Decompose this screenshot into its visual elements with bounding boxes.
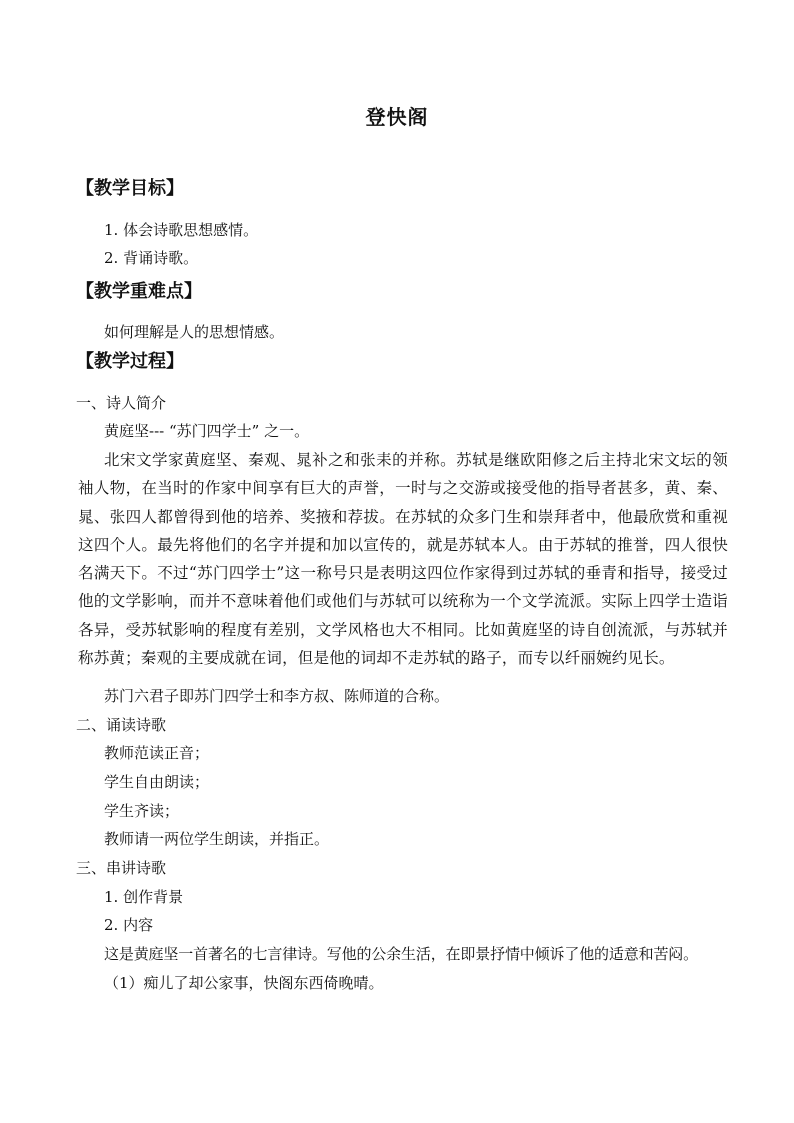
part2-item-2: 学生自由朗读； xyxy=(104,773,210,791)
part2-item-3: 学生齐读； xyxy=(104,802,180,820)
part3-item-2: 2. 内容 xyxy=(104,916,154,934)
part2-item-1: 教师范读正音； xyxy=(104,744,210,762)
document-title: 登快阁 xyxy=(365,105,429,129)
part1-paragraph: 北宋文学家黄庭坚、秦观、晁补之和张耒的并称。苏轼是继欧阳修之后主持北宋文坛的领袖人物，在当时的作家中间享有巨大的声誉，一时与之交游或接受他的指导者甚多，黄、秦、晁、张四人都曾得到他的培养、奖掖和荐拔。在苏轼的众多门生和崇拜者中，他最欣赏和重视这四个人。最先将他们的名字并提和加以宣传的，就是苏轼本人。由于苏轼的推誉，四人很快名满天下。不过“苏门四学士”这一称号只是表明这四位作家得到过苏轼的垂青和指导，接受过他的文学影响，而并不意味着他们或他们与苏轼可以统称为一个文学流派。实际上四学士造诣各异，受苏轼影响的程度有差别，文学风格也大不相同。比如黄庭坚的诗自创流派，与苏轼并称苏黄；秦观的主要成就在词，但是他的词却不走苏轼的路子，而专以纤丽婉约见长。 xyxy=(78,451,728,668)
part1-intro: 黄庭坚--- “苏门四学士” 之一。 xyxy=(104,422,310,440)
part3-item-1: 1. 创作背景 xyxy=(104,888,184,906)
part3-text: 这是黄庭坚一首著名的七言律诗。写他的公余生活，在即景抒情中倾诉了他的适意和苦闷。 xyxy=(104,945,699,963)
part1-note: 苏门六君子即苏门四学士和李方叔、陈师道的合称。 xyxy=(104,687,450,705)
heading-teaching-goals: 【教学目标】 xyxy=(76,178,184,199)
goal-item-1: 1. 体会诗歌思想感情。 xyxy=(104,221,259,239)
part2-item-4: 教师请一两位学生朗读，并指正。 xyxy=(104,830,330,848)
heading-teaching-process: 【教学过程】 xyxy=(76,351,184,372)
goal-item-2: 2. 背诵诗歌。 xyxy=(104,249,199,267)
difficulties-text: 如何理解是人的思想情感。 xyxy=(104,323,285,341)
part2-heading: 二、诵读诗歌 xyxy=(76,716,167,734)
part3-verse-1: （1）痴儿了却公家事，快阁东西倚晚晴。 xyxy=(104,974,384,992)
heading-teaching-difficulties: 【教学重难点】 xyxy=(76,281,202,302)
part1-heading: 一、诗人简介 xyxy=(76,394,167,412)
part3-heading: 三、串讲诗歌 xyxy=(76,859,167,877)
